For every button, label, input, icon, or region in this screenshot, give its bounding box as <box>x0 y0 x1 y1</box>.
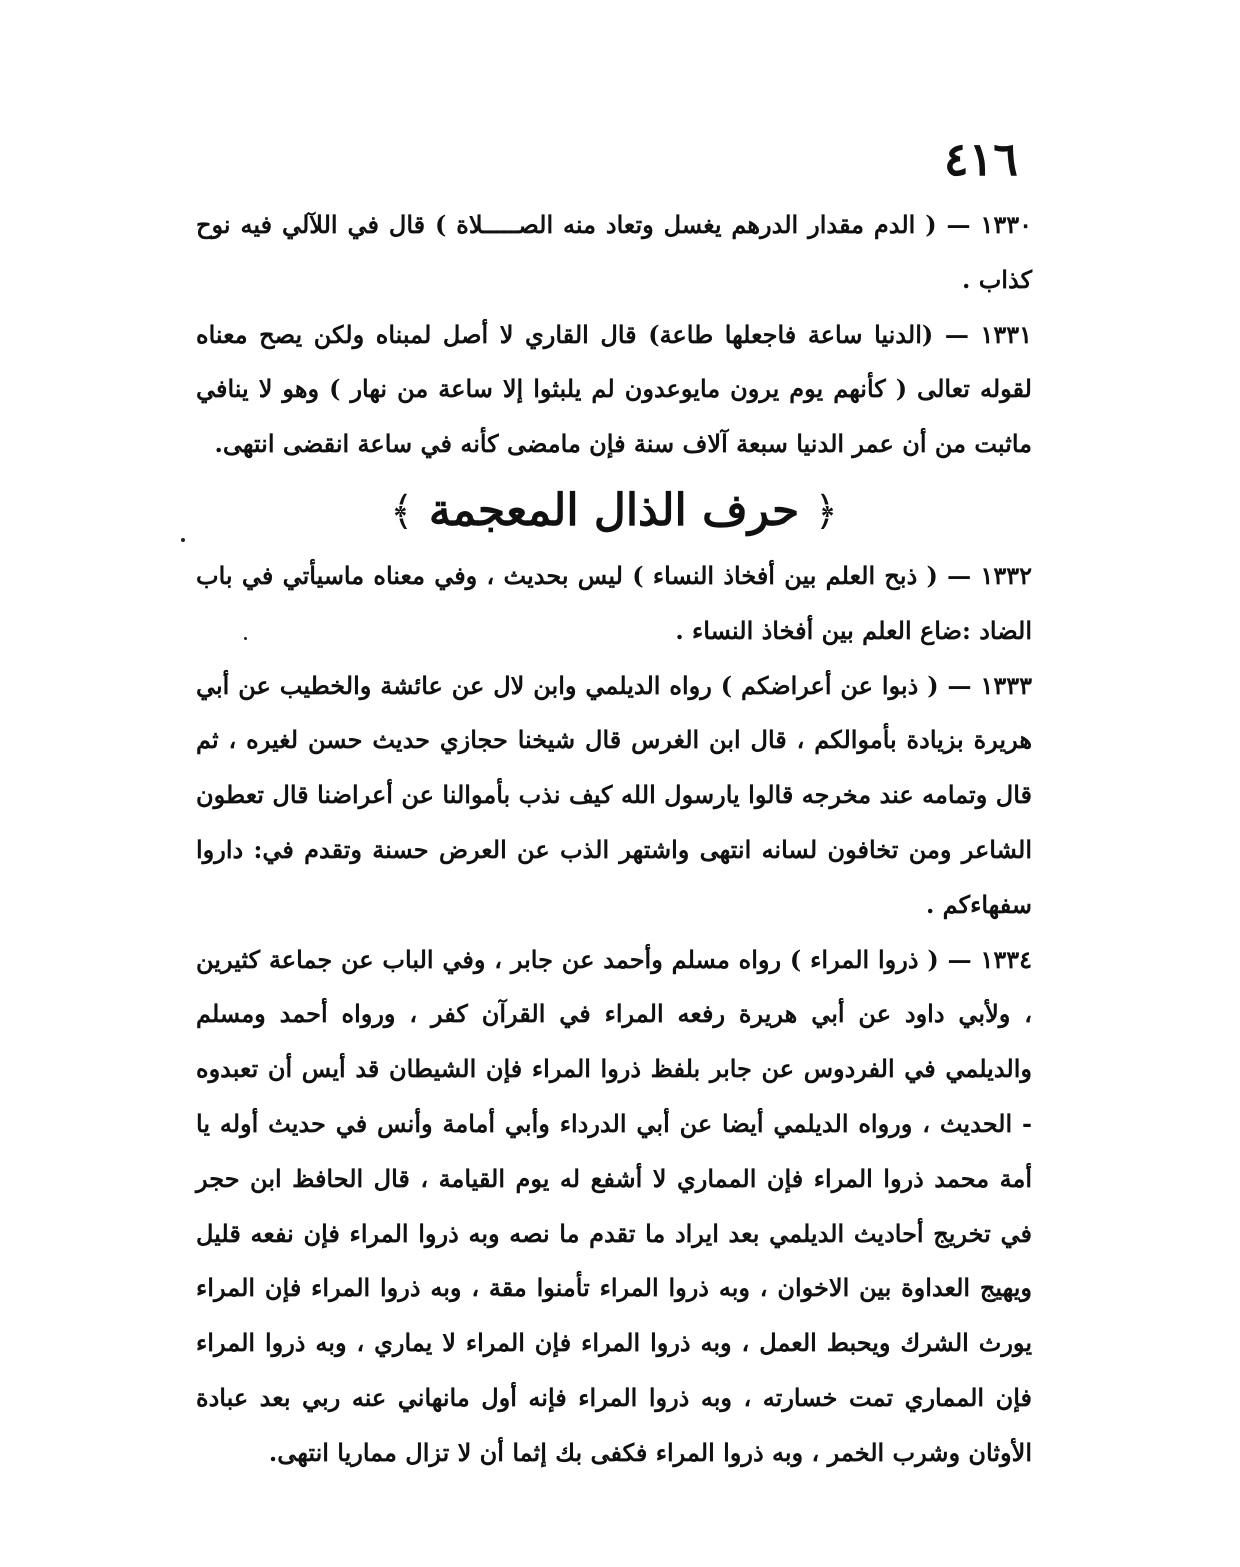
entry-text: — ( ذروا المراء ) رواه مسلم وأحمد عن جابر ، وفي الباب عن جماعة كثيرين ، ولأبي داود عن أبي هريرة رفعه المراء في القرآن كفر ، ورواه أحمد ومسلم والديلمي في الفردوس عن جابر بلفظ ذروا المراء فإن الشيطان قد أيس أن تعبدوه - الحديث ، ورواه الديلمي أيضا عن أبي الدرداء وأبي أمامة وأنس في حديث أوله يا أمة محمد ذروا المراء فإن المماري لا أشفع له يوم القيامة ، قال الحافظ ابن حجر في تخريج أحاديث الديلمي بعد ايراد ما تقدم ما نصه وبه ذروا المراء فإن نفعه قليل ويهيج العداوة بين الاخوان ، وبه ذروا المراء تأمنوا مقة ، وبه ذروا المراء فإن المراء يورث الشرك ويحبط العمل ، وبه ذروا المراء فإن المراء لا يماري ، وبه ذروا المراء فإن المماري تمت خسارته ، وبه ذروا المراء فإنه أول مانهاني عنه ربي بعد عبادة الأوثان وشرب الخمر ، وبه ذروا المراء فكفى بك إثما أن لا تزال مماريا انتهى. <box>196 944 1033 1467</box>
entry-1332 <box>196 549 1032 659</box>
page-number: ٤١٦ <box>943 132 1018 186</box>
entry-number: ١٣٣٢ <box>980 560 1032 590</box>
entry-1334 <box>196 933 1032 1481</box>
ornament-left: ﴾ <box>390 488 414 535</box>
print-speck <box>181 538 185 542</box>
entry-1330 <box>196 198 1032 308</box>
entry-1331 <box>196 308 1032 472</box>
page-body <box>196 198 1032 1481</box>
entry-text: — ( ذبح العلم بين أفخاذ النساء ) ليس بحديث ، وفي معناه ماسيأتي في باب الضاد :ضاع العلم بين أفخاذ النساء . <box>196 560 1032 645</box>
section-heading <box>196 476 1032 547</box>
ornament-right: ﴿ <box>814 488 838 535</box>
section-title: حرف الذال المعجمة <box>428 484 800 536</box>
entry-number: ١٣٣٤ <box>980 944 1032 974</box>
entry-text: — (الدنيا ساعة فاجعلها طاعة) قال القاري لا أصل لمبناه ولكن يصح معناه لقوله تعالى ( كأنهم يوم يرون مايوعدون لم يلبثوا إلا ساعة من نهار ) وهو لا ينافي ماثبت من أن عمر الدنيا سبعة آلاف سنة فإن مامضى كأنه في ساعة انقضى انتهى. <box>196 319 1032 459</box>
entry-number: ١٣٣١ <box>980 319 1032 349</box>
entry-number: ١٣٣٠ <box>980 210 1032 239</box>
entry-text: — ( ذبوا عن أعراضكم ) رواه الديلمي وابن لال عن عائشة والخطيب عن أبي هريرة بزيادة بأموالكم ، قال ابن الغرس قال شيخنا حجازي حديث حسن لغيره ، ثم قال وتمامه عند مخرجه قالوا يارسول الله كيف نذب بأموالنا عن أعراضنا قال تعطون الشاعر ومن تخافون لسانه انتهى واشتهر الذب عن العرض حسنة وتقدم في: داروا سفهاءكم . <box>196 670 1032 919</box>
entry-number: ١٣٣٣ <box>980 670 1032 700</box>
entry-text: — ( الدم مقدار الدرهم يغسل وتعاد منه الصـــــلاة ) قال في اللآلي فيه نوح كذاب . <box>196 210 1032 294</box>
entry-1333 <box>196 659 1032 933</box>
